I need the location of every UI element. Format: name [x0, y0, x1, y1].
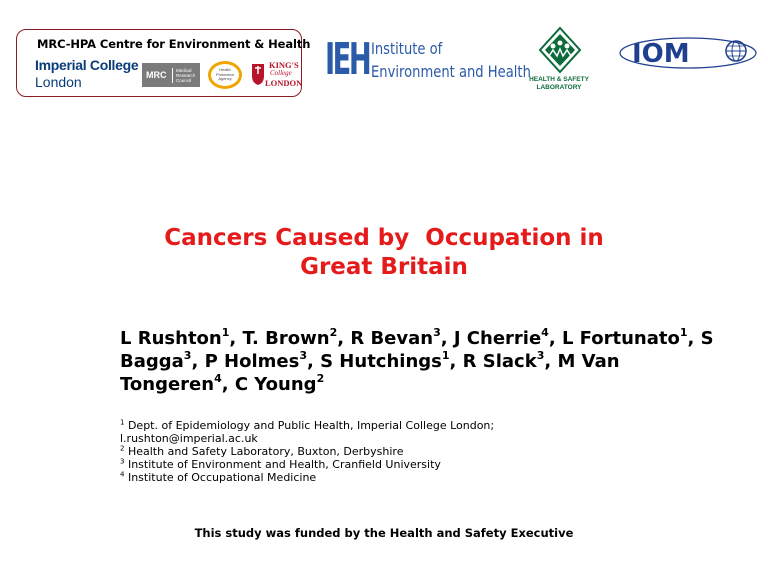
mrc-logo	[142, 63, 200, 87]
author-item	[235, 374, 324, 395]
kings-line1: KING'S	[269, 60, 299, 70]
affiliation-number: 1	[120, 418, 125, 427]
hpa-word-1: Health	[219, 67, 231, 73]
imperial-logo-line2: London	[35, 74, 82, 90]
ieh-logo-line1: Institute of	[371, 39, 443, 58]
affiliation-text: Dept. of Epidemiology and Public Health, Imperial College London;	[124, 419, 495, 432]
ieh-logo-letters: IEH	[325, 34, 370, 85]
hsl-logo-line1: HEALTH & SAFETY	[529, 76, 589, 83]
affiliation-number: 4	[120, 470, 125, 479]
affiliation-list	[120, 419, 680, 484]
author-affiliation-number: 4	[541, 326, 549, 339]
kings-crest-icon	[251, 62, 265, 86]
globe-icon	[726, 41, 746, 61]
title-line1: Cancers Caused by Occupation in	[164, 225, 604, 251]
author-item	[454, 328, 549, 349]
kings-line2: College	[270, 69, 292, 77]
imperial-logo-line1: Imperial College	[35, 57, 139, 73]
author-affiliation-number: 3	[299, 349, 307, 362]
affiliation-text: l.rushton@imperial.ac.uk	[120, 432, 258, 445]
author-affiliation-number: 1	[679, 326, 688, 339]
author-item	[243, 328, 338, 349]
kings-line3: LONDON	[265, 78, 303, 88]
author-name: J Cherrie	[453, 328, 542, 349]
affiliation-line	[120, 458, 680, 471]
author-affiliation-number: 4	[214, 372, 222, 385]
hpa-word-2: Protection	[215, 71, 234, 77]
affiliation-text: Institute of Occupational Medicine	[124, 471, 317, 484]
author-affiliation-number: 3	[183, 349, 192, 362]
mrc-logo-short: MRC	[146, 70, 167, 80]
kings-college-logo	[251, 60, 303, 90]
iom-logo	[618, 36, 758, 70]
author-item	[562, 328, 688, 349]
author-item	[463, 351, 545, 372]
title-line2: Great Britain	[300, 254, 468, 280]
author-affiliation-number: 2	[329, 326, 338, 339]
ieh-logo-line2: Environment and Health	[371, 62, 531, 81]
author-affiliation-number: 3	[433, 326, 441, 339]
affiliation-line	[120, 471, 680, 484]
mrc-hpa-heading: MRC-HPA Centre for Environment & Health	[37, 37, 311, 51]
author-name: T. Brown	[242, 328, 330, 349]
mrc-hpa-logo-box	[16, 29, 311, 97]
affiliation-line	[120, 432, 680, 445]
mrc-sub-2: Research	[176, 72, 196, 78]
author-name: M Van Tongeren	[120, 351, 620, 395]
author-item	[320, 351, 449, 372]
author-item	[205, 351, 307, 372]
mrc-logo-sub	[172, 68, 195, 83]
author-affiliation-number: 1	[441, 349, 450, 362]
author-name: P Holmes	[204, 351, 300, 372]
author-name: S Bagga	[120, 328, 714, 372]
affiliation-line	[120, 445, 680, 458]
author-name: L Fortunato	[561, 328, 680, 349]
author-list: L Rushton$^1$, T. Brown$^2$, R Bevan$^3$, J Cherrie$^4$, L Fortunato$^1$, S Bagga$^3$, P Holmes$^3$, S Hutchings$^1$, R Slack$^3$, M Van Tongeren$^4$, C Young$^2$	[120, 326, 714, 395]
author-name: R Slack	[462, 351, 537, 372]
author-affiliation-number: 1	[221, 326, 230, 339]
hsl-logo-line2: LABORATORY	[536, 84, 582, 91]
iom-logo-text: IOM	[632, 39, 690, 69]
mrc-sub-3: Council	[176, 77, 192, 83]
author-name: R Bevan	[350, 328, 434, 349]
hpa-logo	[208, 61, 242, 89]
affiliation-number: 2	[120, 444, 125, 453]
affiliation-text: Health and Safety Laboratory, Buxton, Derbyshire	[124, 445, 404, 458]
author-affiliation-number: 2	[316, 372, 325, 385]
author-name: S Hutchings	[320, 351, 442, 372]
affiliation-text: Institute of Environment and Health, Cranfield University	[124, 458, 441, 471]
funding-note: This study was funded by the Health and Safety Executive	[194, 526, 574, 540]
affiliation-line	[120, 419, 680, 432]
author-affiliation-number: 3	[536, 349, 545, 362]
author-name: L Rushton	[120, 328, 222, 349]
author-name: C Young	[234, 374, 317, 395]
author-item	[350, 328, 440, 349]
author-item	[120, 328, 229, 349]
hpa-logo-text	[216, 68, 234, 82]
page-title	[84, 224, 684, 282]
affiliation-number: 3	[120, 457, 125, 466]
hpa-word-3: Agency	[218, 76, 232, 82]
mrc-sub-1: Medical	[176, 67, 192, 73]
